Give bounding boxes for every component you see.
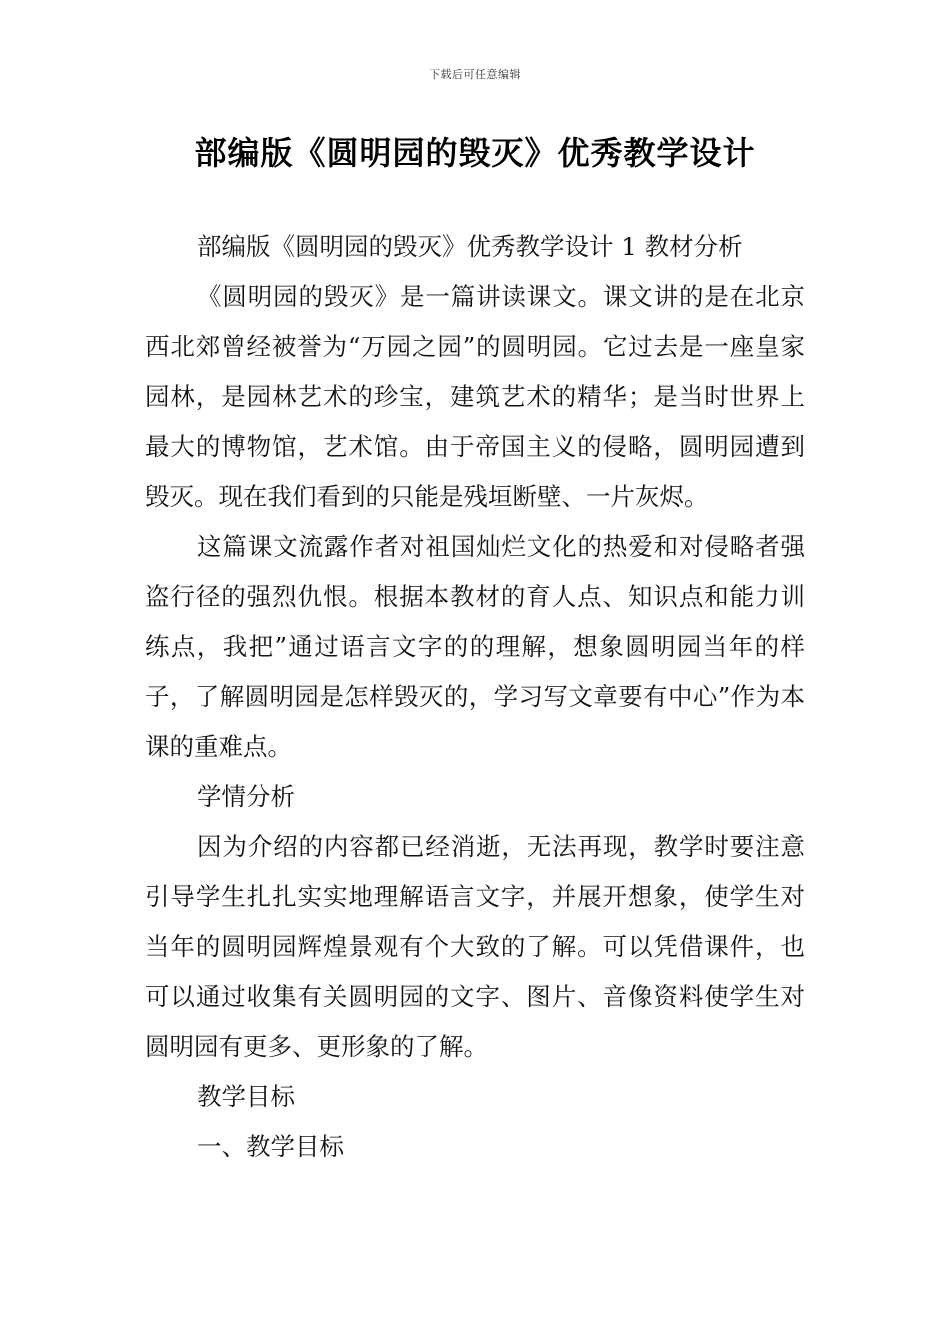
paragraph-section-heading: 一、教学目标 — [197, 1132, 344, 1161]
document-title: 部编版《圆明园的毁灭》优秀教学设计 — [194, 134, 756, 172]
document-body — [145, 222, 805, 1172]
paragraph-text: 这篇课文流露作者对祖国灿烂文化的热爱和对侵略者强盗行径的强烈仇恨。根据本教材的育人点、知识点和能力训练点，我把”通过语言文字的的理解，想象圆明园当年的样子，了解圆明园是怎样毁灭的，学习写文章要有中心”作为本课的重难点。 — [145, 532, 805, 761]
paragraph-section-heading: 学情分析 — [197, 782, 295, 811]
paragraph-text: 《圆明园的毁灭》是一篇讲读课文。课文讲的是在北京西北郊曾经被誉为“万园之园”的圆明园。它过去是一座皇家园林，是园林艺术的珍宝，建筑艺术的精华；是当时世界上最大的博物馆，艺术馆。由于帝国主义的侵略，圆明园遭到毁灭。现在我们看到的只能是残垣断壁、一片灰烬。 — [145, 282, 805, 511]
paragraph-section-heading: 教学目标 — [197, 1082, 295, 1111]
paragraph-text: 因为介绍的内容都已经消逝，无法再现，教学时要注意引导学生扎扎实实地理解语言文字，并展开想象，使学生对当年的圆明园辉煌景观有个大致的了解。可以凭借课件，也可以通过收集有关圆明园的文字、图片、音像资料使学生对圆明园有更多、更形象的了解。 — [145, 832, 805, 1061]
header-note: 下载后可任意编辑 — [429, 68, 521, 81]
paragraph-section-heading: 部编版《圆明园的毁灭》优秀教学设计 1 教材分析 — [197, 232, 743, 261]
